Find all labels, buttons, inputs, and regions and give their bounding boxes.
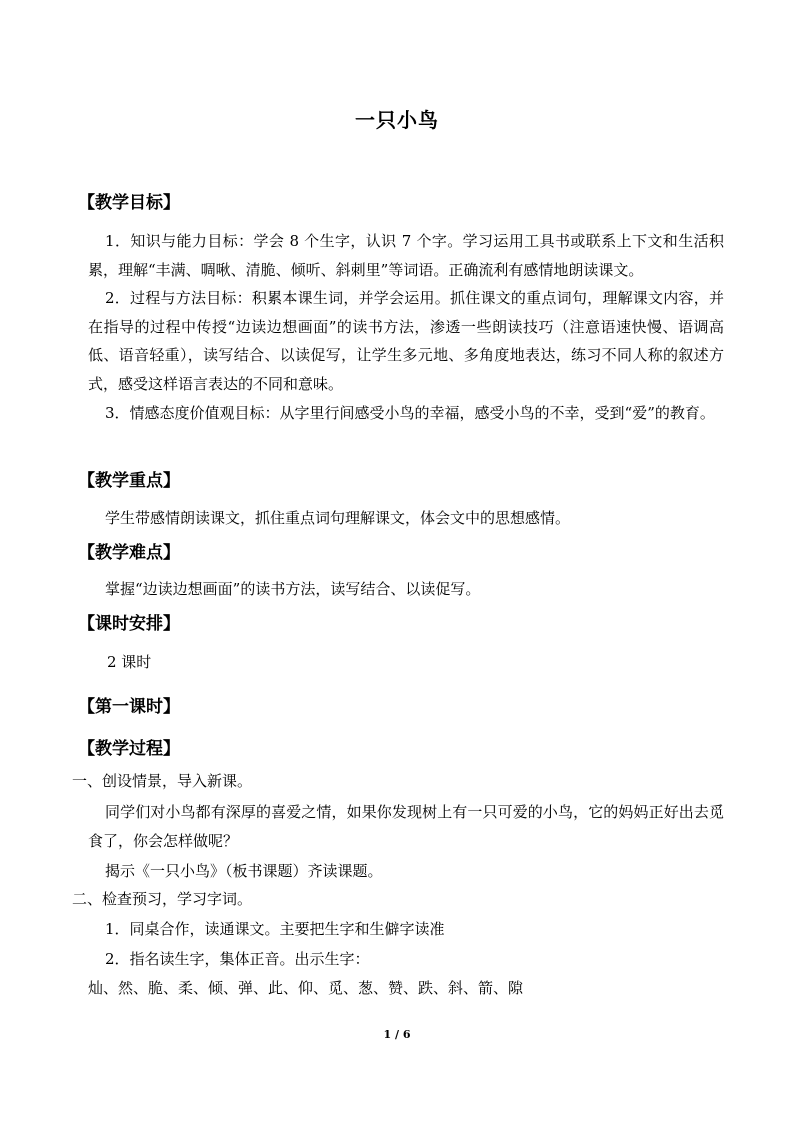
step2-item1: 1．同桌合作，读通课文。主要把生字和生僻字读准 — [105, 920, 445, 938]
section-heading-difficulties: 【教学难点】 — [78, 543, 180, 563]
goal-knowledge-ability: 1．知识与能力目标：学会 8 个生字，认识 7 个字。学习运用工具书或联系上下文和生活积累，理解“丰满、啁啾、清脆、倾听、斜刺里”等词语。正确流利有感情地朗读课文。 — [88, 232, 724, 279]
goal-emotion-values: 3．情感态度价值观目标：从字里行间感受小鸟的幸福，感受小鸟的不幸，受到“爱”的教育。 — [105, 404, 715, 422]
section-heading-process: 【教学过程】 — [78, 739, 180, 759]
page-indicator: 1 / 6 — [383, 1028, 411, 1041]
step1-title: 一、创设情景，导入新课。 — [72, 772, 253, 790]
page-title: 一只小鸟 — [355, 108, 439, 132]
step2-title: 二、检查预习，学习字词。 — [72, 890, 253, 908]
step1-reveal: 揭示《一只小鸟》（板书课题）齐读课题。 — [105, 862, 383, 880]
schedule-text: 2 课时 — [107, 653, 152, 671]
section-heading-goals: 【教学目标】 — [78, 193, 180, 213]
step2-characters: 灿、然、脆、柔、倾、弹、此、仰、觅、葱、赞、跌、斜、箭、隙 — [88, 979, 524, 997]
section-heading-key-points: 【教学重点】 — [78, 471, 180, 491]
difficulties-text: 掌握“边读边想画面”的读书方法，读写结合、以读促写。 — [105, 580, 481, 598]
goal-process-method: 2．过程与方法目标：积累本课生词，并学会运用。抓住课文的重点词句，理解课文内容，并在指导的过程中传授“边读边想画面”的读书方法，渗透一些朗读技巧（注意语速快慢、语调高低、语音轻重），读写结合、以读促写，让学生多元地、多角度地表达，练习不同人称的叙述方式，感受这样语言表达的不同和意味。 — [88, 289, 724, 393]
step1-text: 同学们对小鸟都有深厚的喜爱之情，如果你发现树上有一只可爱的小鸟，它的妈妈正好出去觅食了，你会怎样做呢？ — [88, 803, 724, 850]
key-points-text: 学生带感情朗读课文，抓住重点词句理解课文，体会文中的思想感情。 — [105, 509, 571, 527]
step2-item2: 2．指名读生字，集体正音。出示生字： — [105, 950, 370, 968]
section-heading-schedule: 【课时安排】 — [78, 614, 180, 634]
section-heading-lesson-one: 【第一课时】 — [78, 697, 180, 717]
